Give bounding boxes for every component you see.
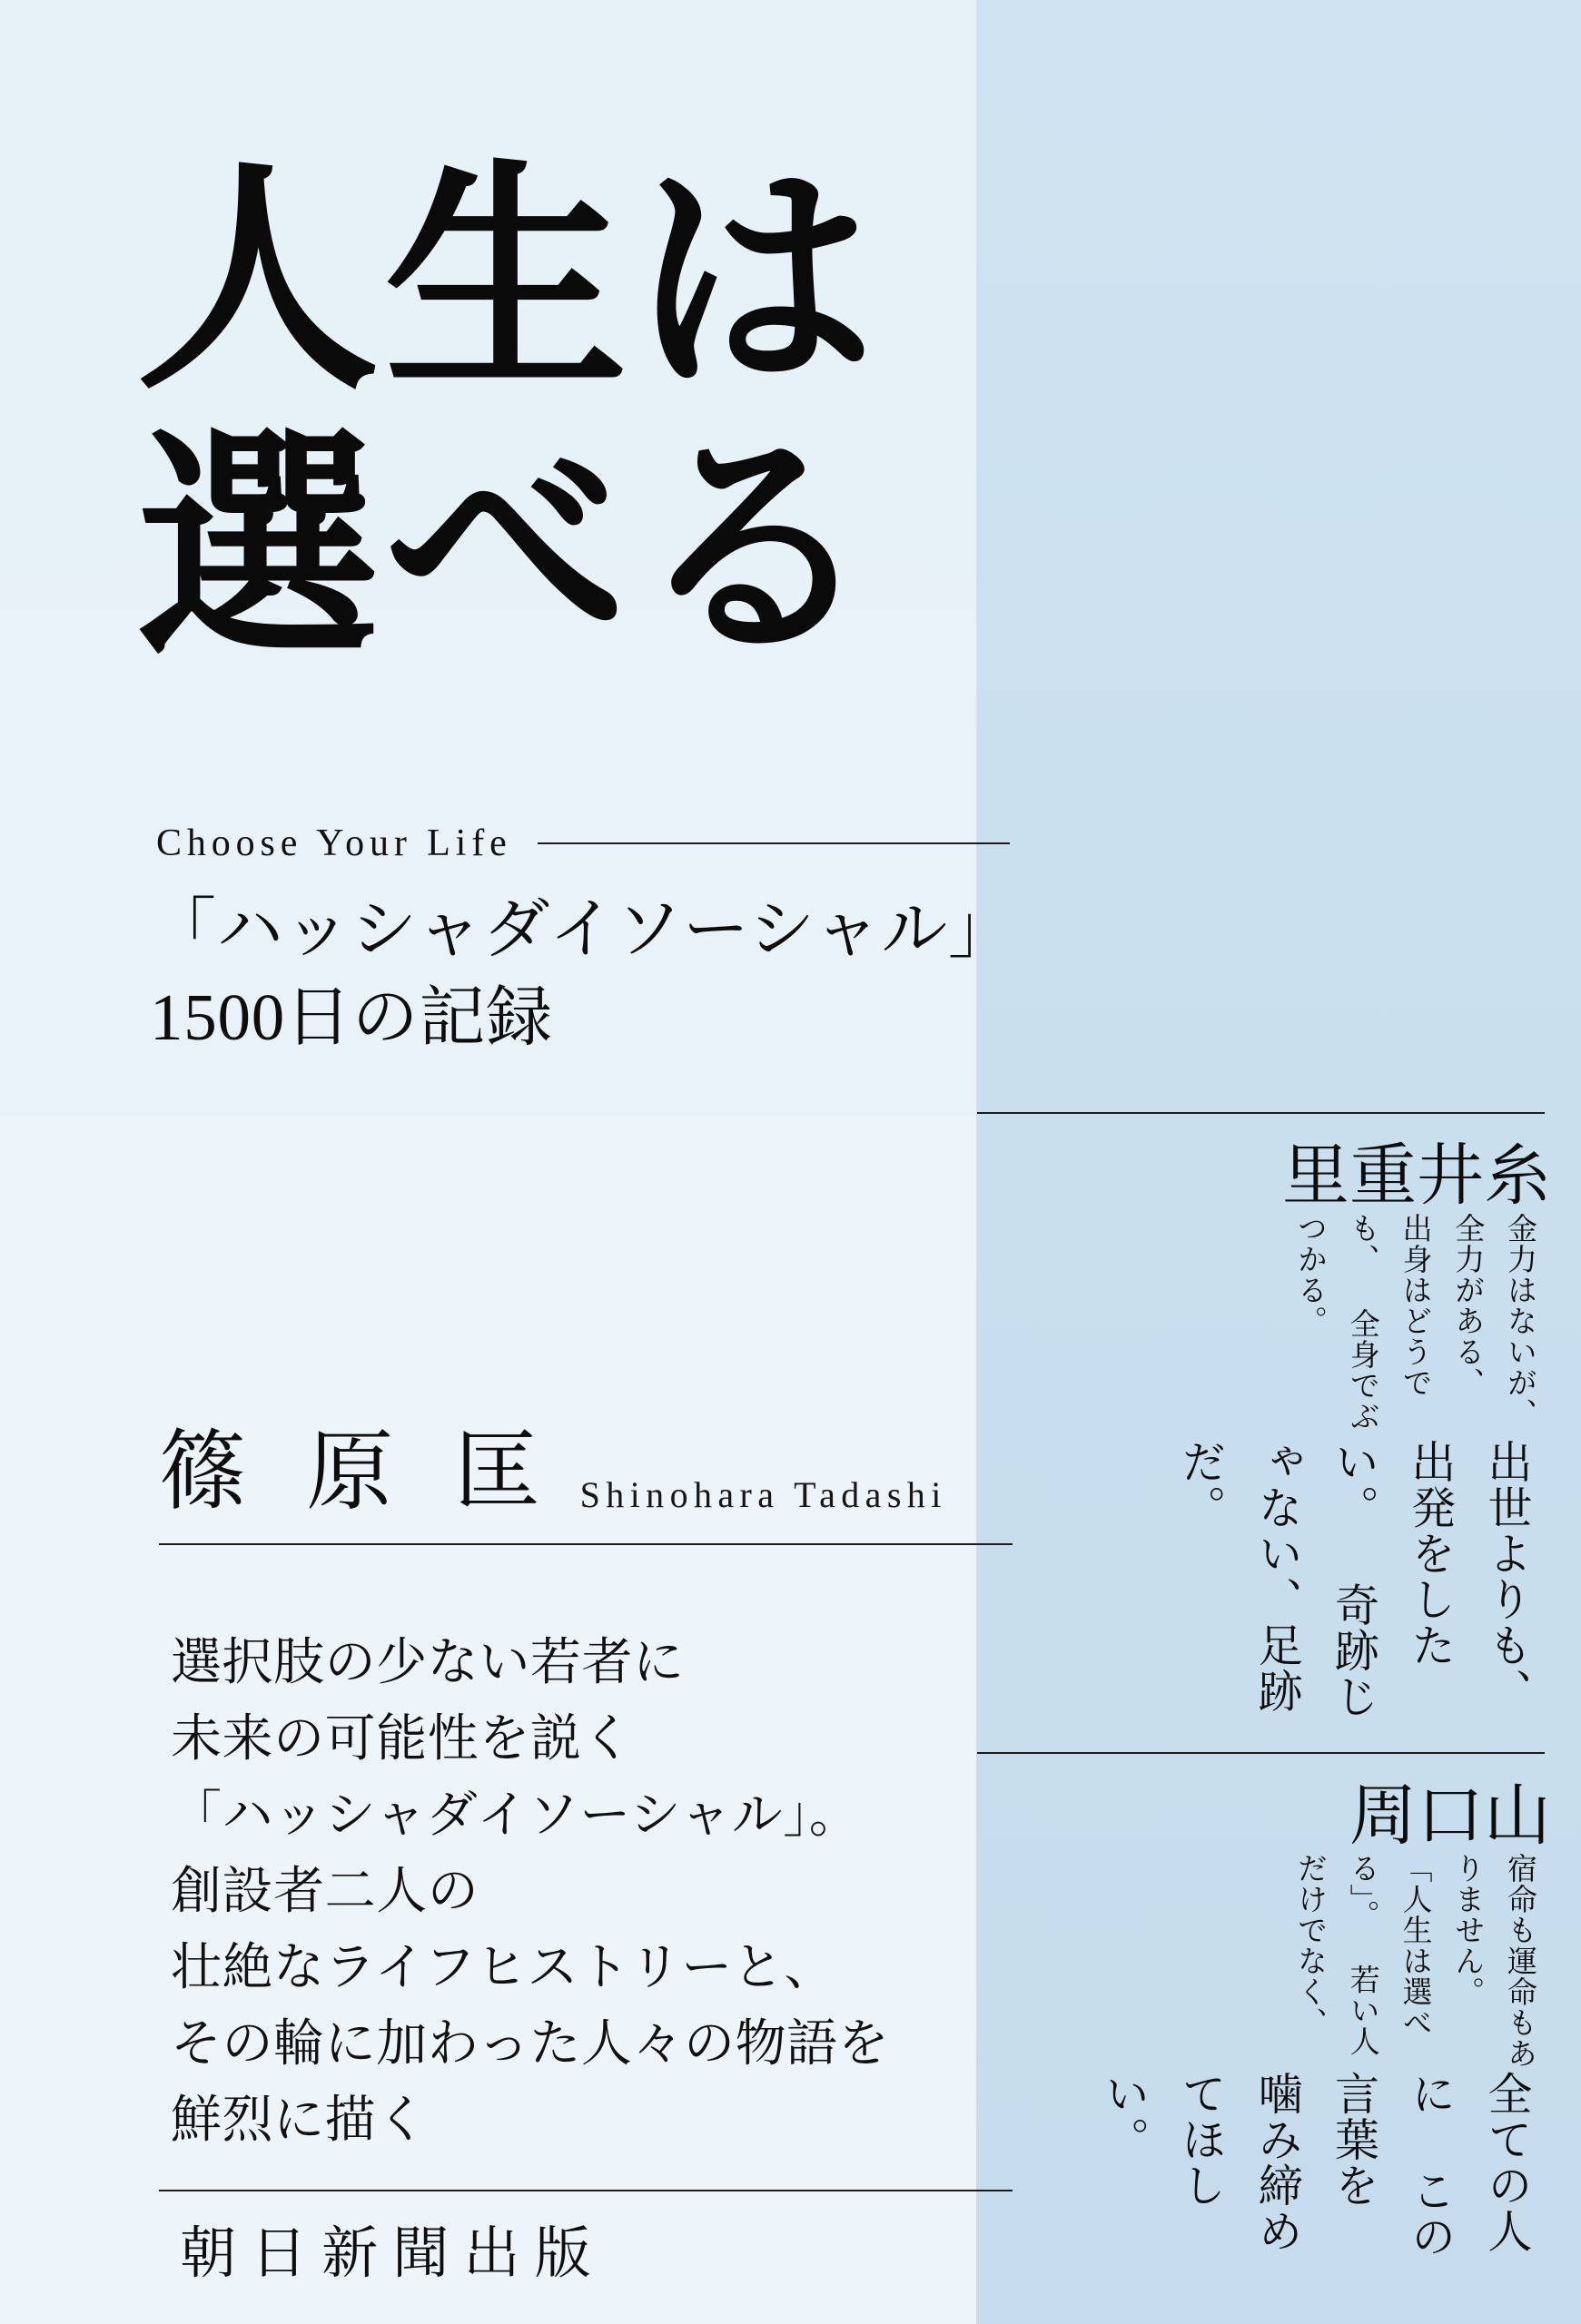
romaji-title: Choose Your Life [156, 822, 512, 864]
endorsement-2 [1074, 1779, 1548, 2288]
author-name-japanese: 篠 原 匡 [159, 1423, 560, 1521]
endorsement-divider-2 [977, 1752, 1545, 1754]
endorsement-1-small-text: 金力はないが、全力がある、 出身はどうでも、 全身でぶつかる。 [1293, 1213, 1536, 1433]
publisher-name: 朝日新聞出版 [180, 2223, 606, 2285]
blurb-line-6: その輪に加わった人々の物語を [171, 2016, 890, 2073]
endorsement-1-name: 糸井重里 [1272, 1139, 1548, 1214]
endorsement-2-small-text: 宿命も運命もありません。 「人生は選べる」。 若い人だけでなく、 [1293, 1853, 1536, 2070]
endorsement-divider-1 [977, 1112, 1545, 1114]
endorsement-2-large-text: 全ての人に この言葉を 噛み締めてほしい。 [1099, 2071, 1532, 2260]
title-line-1: 人生は [136, 148, 882, 418]
publisher-divider [159, 2190, 1013, 2191]
endorsement-1-large-text: 出世よりも、 出発をしたい。 奇跡じゃない、足跡だ。 [1175, 1438, 1532, 1719]
author-name-romaji: Shinohara Tadashi [579, 1474, 947, 1515]
blurb-line-1: 選択肢の少ない若者に [171, 1635, 685, 1691]
horizontal-rule [538, 842, 1010, 844]
subtitle [150, 885, 1022, 1061]
endorsement-1 [1151, 1139, 1548, 1720]
author-row [159, 1403, 1013, 1527]
blurb-line-2: 未来の可能性を説く [171, 1711, 634, 1768]
author-divider [159, 1543, 1013, 1545]
blurb-line-3: 「ハッシャダイソーシャル」。 [171, 1787, 861, 1844]
blurb-line-5: 壮絶なライフヒストリーと、 [171, 1940, 835, 1996]
subtitle-line-1: 「ハッシャダイソーシャル」 [150, 892, 1015, 966]
subtitle-line-2: 1500日の記録 [150, 980, 553, 1055]
title-line-2: 選べる [136, 416, 882, 686]
blurb [171, 1625, 988, 2159]
title-block [136, 148, 1044, 686]
endorsement-2-name: 山口周 [1339, 1779, 1548, 1854]
romaji-title-row [156, 822, 1010, 865]
blurb-line-4: 創設者二人の [171, 1864, 479, 1920]
blurb-line-7: 鮮烈に描く [171, 2093, 428, 2149]
